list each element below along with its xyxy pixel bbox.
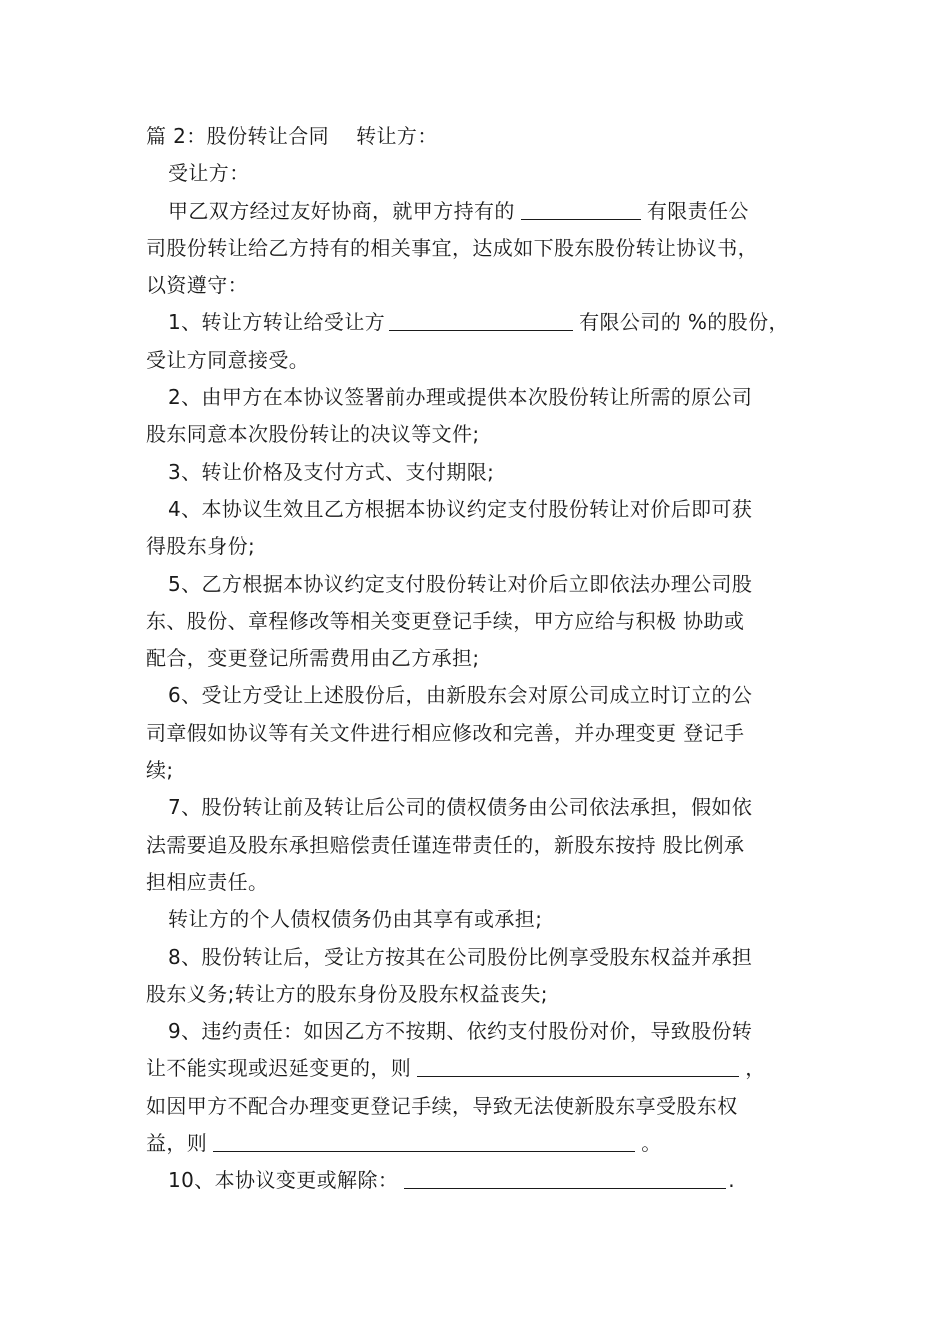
contract-body [146,118,808,1200]
limited-company-blank [389,308,573,331]
clause-7-line-2: 法需要追及股东承担赔偿责任谨连带责任的，新股东按持 股比例承 [146,832,745,857]
intro-text: 有限责任公 [646,198,749,223]
intro-line-2: 司股份转让给乙方持有的相关事宜，达成如下股东股份转让协议书， [146,235,758,260]
clause-6-line-2: 司章假如协议等有关文件进行相应修改和完善，并办理变更 登记手 [146,720,745,745]
clause-9-text: 。 [641,1131,662,1156]
transferee-line [146,155,808,192]
clause-4-line-1: 4、本协议生效且乙方根据本协议约定支付股份转让对价后即可获 [168,496,753,521]
clause-2-line-2: 股东同意本次股份转让的决议等文件; [146,422,480,447]
company-name-blank [521,197,641,220]
delay-penalty-blank [417,1054,739,1077]
clause-9-line-1: 9、违约责任：如因乙方不按期、依约支付股份对价，导致股份转 [168,1019,753,1044]
clause-5-line-1: 5、乙方根据本协议约定支付股份转让对价后立即依法办理公司股 [168,571,753,596]
clause-4-line-2: 得股东身份; [146,534,256,559]
clause-8-line-2: 股东义务;转让方的股东身份及股东权益丧失; [146,981,548,1006]
title-line [146,118,808,155]
clause-2-line-1: 2、由甲方在本协议签署前办理或提供本次股份转让所需的原公司 [168,385,753,410]
clause-6-line-1: 6、受让方受让上述股份后，由新股东会对原公司成立时订立的公 [168,683,753,708]
clause-9-text: 益，则 [146,1131,208,1156]
clause-5-line-2: 东、股份、章程修改等相关变更登记手续，甲方应给与积极 协助或 [146,608,745,633]
clause-1-line-2: 受让方同意接受。 [146,347,310,372]
clause-1-line-1 [146,304,808,341]
clause-7-line-1: 7、股份转让前及转让后公司的债权债务由公司依法承担，假如依 [168,795,753,820]
clause-3-line-1: 3、转让价格及支付方式、支付期限; [168,459,495,484]
clause-9-line-4 [146,1125,808,1162]
cooperation-penalty-blank [213,1129,635,1152]
document-title: 篇 2：股份转让合同 [146,124,330,148]
clause-10-text: 10、本协议变更或解除： [168,1168,399,1193]
intro-text: 甲乙双方经过友好协商，就甲方持有的 [168,198,515,223]
clause-9-line-3: 如因甲方不配合办理变更登记手续，导致无法使新股东享受股东权 [146,1093,738,1118]
transferee-label: 受让方： [168,161,250,186]
clause-10-line-1 [146,1162,808,1199]
clause-9-text: ， [745,1056,766,1081]
clause-9-line-2 [146,1050,808,1087]
clause-6-line-3: 续; [146,758,174,783]
intro-line-3: 以资遵守： [146,273,248,298]
clause-7-line-3: 担相应责任。 [146,869,269,894]
transferor-label: 转让方： [356,124,438,148]
clause-7-line-4: 转让方的个人债权债务仍由其享有或承担; [168,907,543,932]
clause-9-text: 让不能实现或迟延变更的，则 [146,1056,412,1081]
clause-10-text: . [728,1168,736,1193]
intro-line-1 [146,193,808,230]
clause-1-text: 1、转让方转让给受让方 [168,310,386,335]
clause-5-line-3: 配合，变更登记所需费用由乙方承担; [146,646,480,671]
clause-1-text: 有限公司的 %的股份， [579,310,789,335]
amendment-blank [404,1166,726,1189]
clause-8-line-1: 8、股份转让后，受让方按其在公司股份比例享受股东权益并承担 [168,944,753,969]
